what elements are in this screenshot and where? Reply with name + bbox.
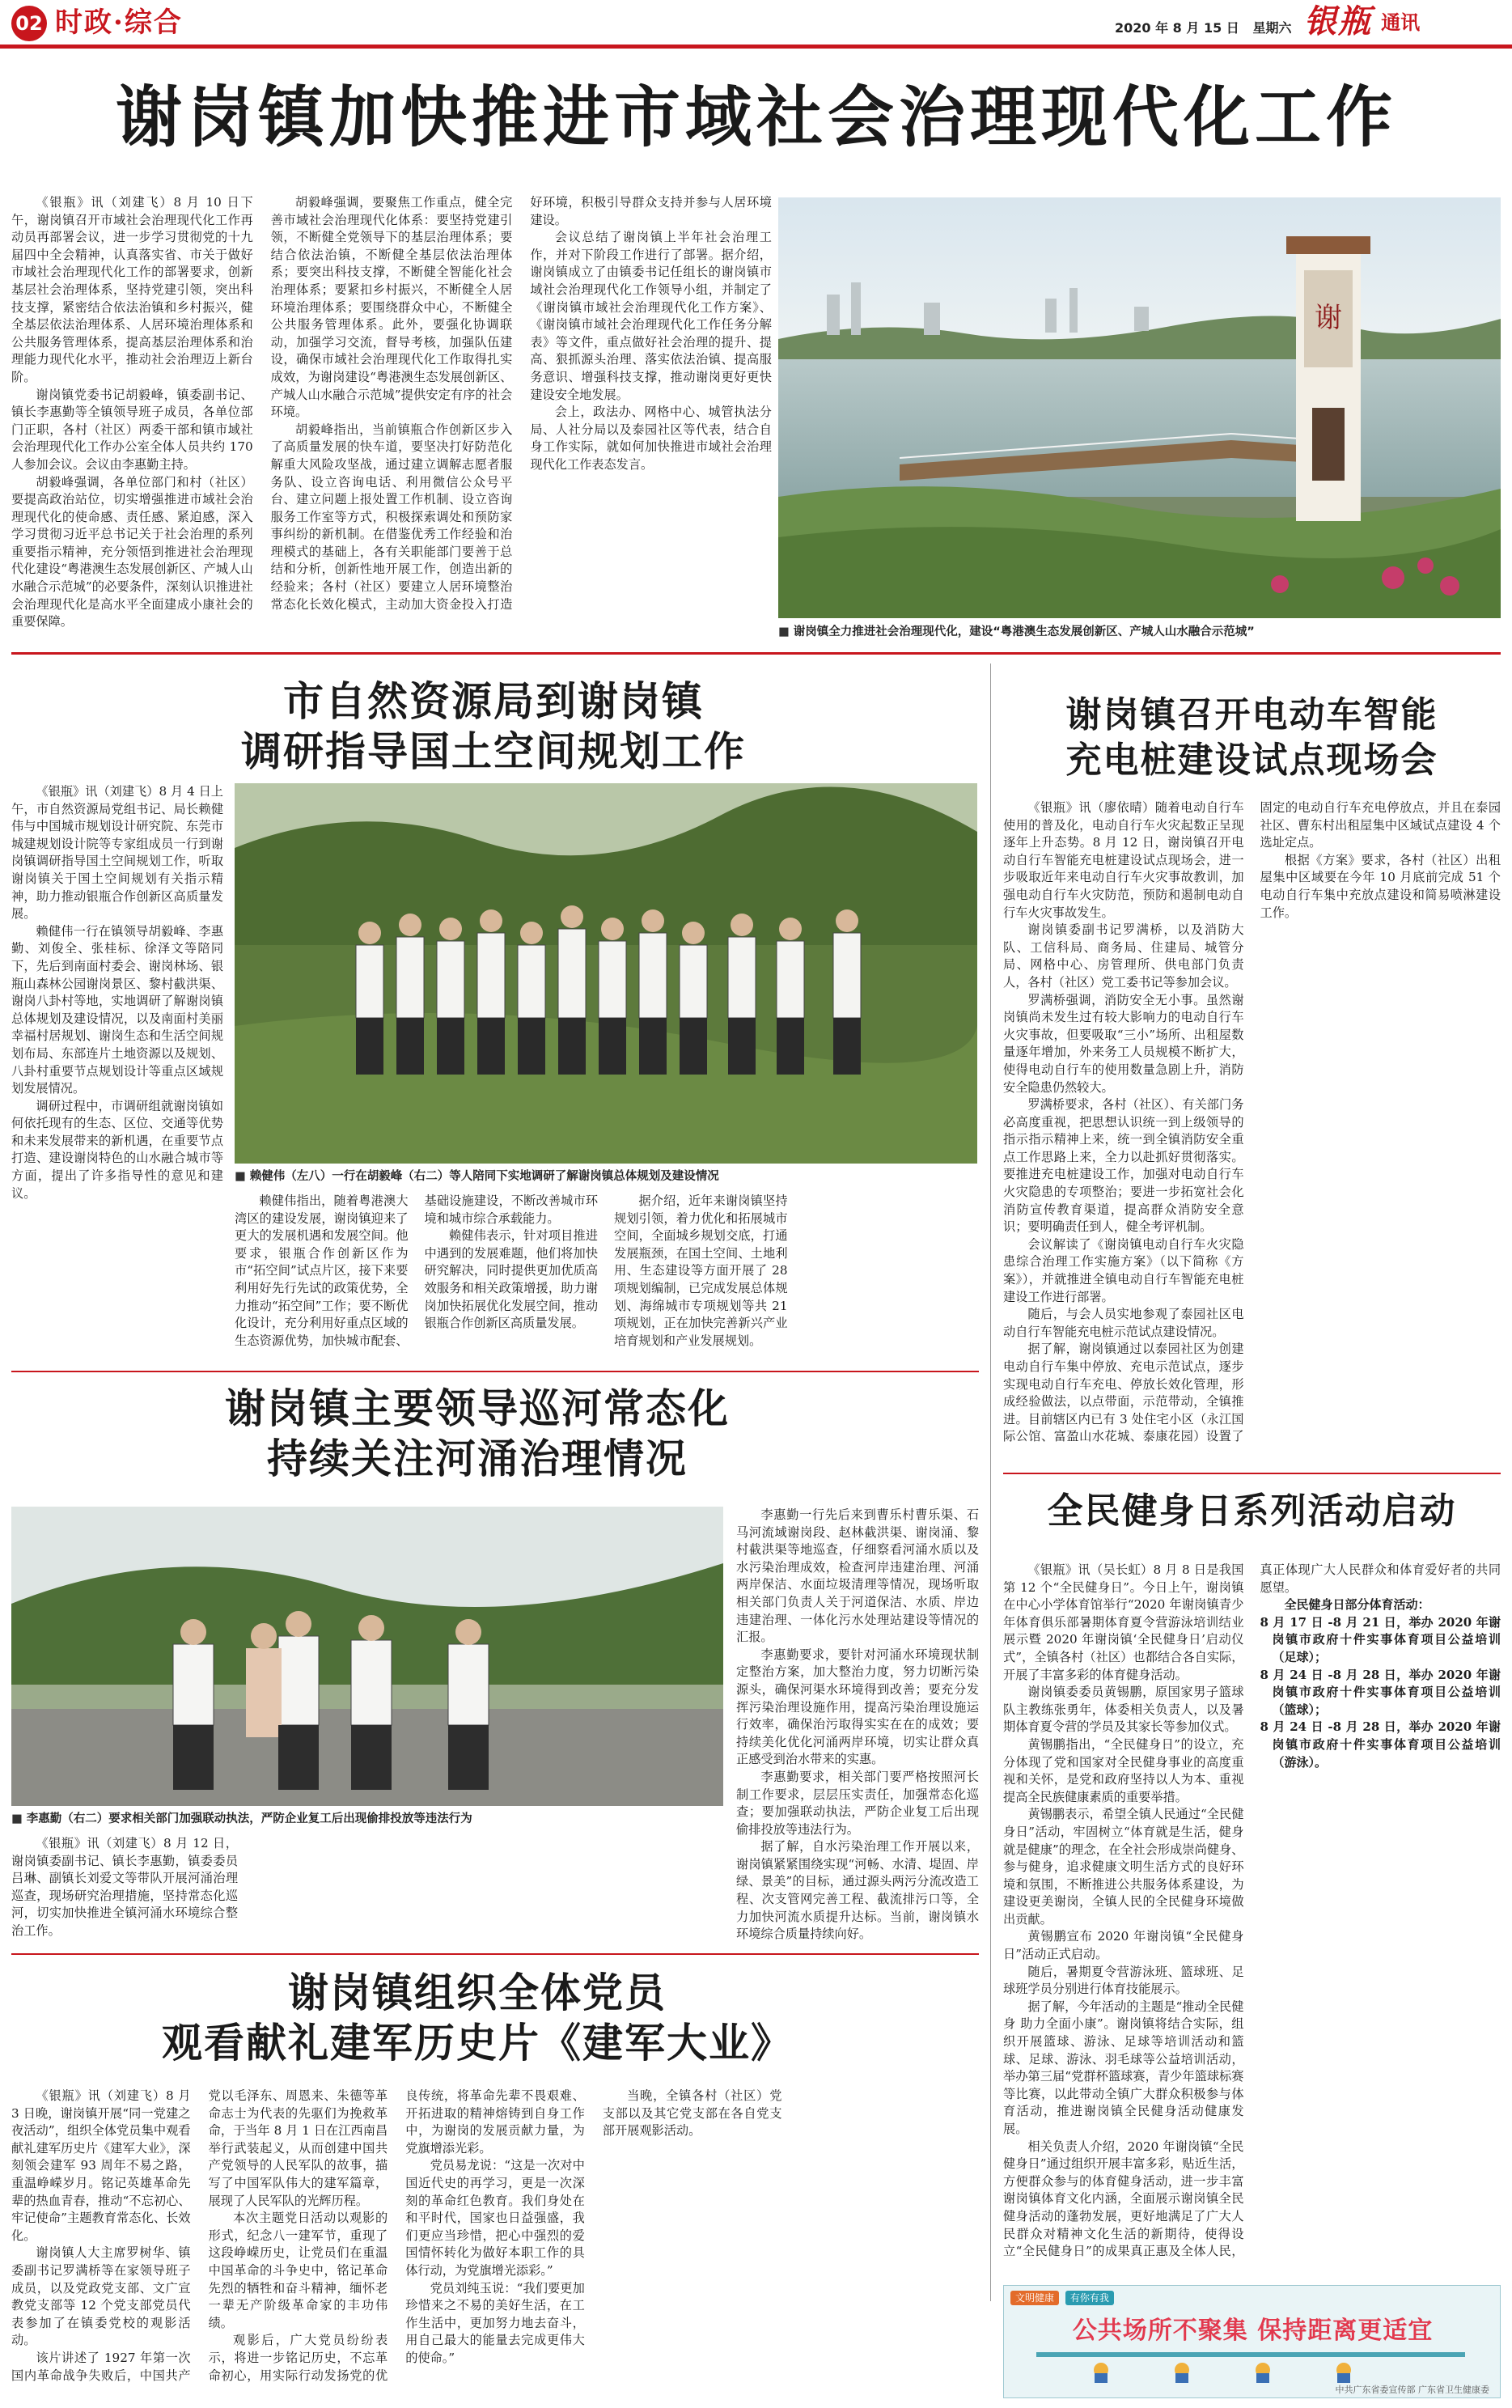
section-divider	[11, 1371, 979, 1372]
masthead-rule	[0, 45, 1512, 49]
paragraph: 根据《方案》要求，各村（社区）出租屋集中区域要在今年 10 月底前完成 51 个电动自行车集中充放点建设和简易喷淋建设工作。	[1260, 852, 1501, 920]
paragraph: 谢岗镇委委员黄锡鹏，原国家男子篮球队主教练张勇年，体委相关负责人，以及暑期体育夏令营的学员及其家长等参加仪式。	[1003, 1685, 1244, 1735]
date-text: 2020 年 8 月 15 日	[1115, 20, 1239, 36]
river-inspection-photo	[11, 1507, 723, 1806]
article2-headline	[121, 676, 866, 777]
article2-photo	[235, 783, 977, 1164]
paragraph: 会议总结了谢岗镇上半年社会治理工作，并对下阶段工作进行了部署。据介绍，谢岗镇成立了由镇委书记任组长的谢岗镇市域社会治理现代化工作领导小组，并制定了《谢岗镇市域社会治理现代化工作方案》、《谢岗镇市域社会治理现代化工作任务分解表》等文件，重点做好社会治理的提升、提高、狠抓源头治理、落实依法治镇、提高服务意识、增强科技支撑，推动谢岗更好更快建设安全地发展。	[530, 230, 772, 402]
schedule-title: 全民健身日部分体育活动：	[1284, 1597, 1430, 1613]
paragraph: 观影后，广大党员纷纷表示，将进一步铭记历史，不忘革命初心，用实际行动发扬党的优良传统，将革命先辈不畏艰难、开拓进取的精神熔铸到自身工作中，为谢岗的发展贡献力量，为党旗增添光彩。	[208, 2088, 585, 2383]
article6-headline-line2: 观看献礼建军历史片《建军大业》	[162, 2019, 793, 2067]
column-divider	[990, 663, 991, 2301]
schedule-item: 8 月 17 日 -8 月 21 日，举办 2020 年谢岗镇市政府十件实事体育项目公益培训（足球）；	[1260, 1614, 1501, 1664]
paragraph: 李惠勤一行先后来到曹乐村曹乐渠、石马河流域谢岗段、赵林截洪渠、谢岗涌、黎村截洪渠等地巡查，仔细察看河涌水质以及水污染治理成效，检查河岸违建治理、河涌两岸保洁、水面垃圾清理等情况，现场听取相关部门负责人关于河道保洁、水质、岸边违建治理、一体化污水处理站建设等情况的汇报。	[736, 1507, 979, 1645]
paragraph: 会上，政法办、网格中心、城管执法分局、人社分局以及泰园社区等代表，结合自身工作实际，就如何加快推进市域社会治理现代化工作表态发言。	[530, 405, 772, 472]
article5-photo	[11, 1507, 723, 1806]
paragraph: 赖健伟指出，随着粤港澳大湾区的建设发展，谢岗镇迎来了更大的发展机遇和发展空间。他要求，银瓶合作创新区作为市“拓空间”试点片区，接下来要利用好先行先试的政策优势，全力推动“拓空间”工作；要不断优化设计，充分利用好重点区域的生态资源优势，加快城市配套、基础设施建设，不断改善城市环境和城市综合承载能力。	[235, 1193, 598, 1348]
article2-headline-line2: 调研指导国土空间规划工作	[241, 727, 746, 775]
paragraph: 据了解，谢岗镇通过以泰园社区为创建电动自行车集中停放、充电示范试点，逐步实现电动自行车充电、停放长效化管理，形成经验做法，以点带面，示范带动，全镇推进。目前辖区内已有 3 处住宅小区（永江国际公馆、富盈山水花城、泰康花园）设置了固定的电动自行车充电停放点，并且在泰园社区、曹东村出租屋集中区域试点建设 4 个选址定点。	[1003, 800, 1501, 1444]
paragraph: 胡毅峰强调，要聚焦工作重点，健全完善市域社会治理现代化体系：要坚持党建引领，不断健全党领导下的基层治理体系；要结合依法治镇，不断健全基层依法治理体系；要突出科技支撑，不断健全智能化社会治理体系；要紧扣乡村振兴，不断健全人居环境治理体系；要围绕群众中心，不断健全公共服务管理体系。此外，要强化协调联动，加强学习交流，督导考核，加强队伍建设，确保市域社会治理现代化工作取得扎实成效，为谢岗建设“粤港澳生态发展创新区、产城人山水融合示范城”提供安定有序的社会环境。	[270, 195, 513, 420]
paragraph: 《银瓶》讯（刘建飞）8 月 12 日，谢岗镇委副书记、镇长李惠勤，镇委委员吕琳、副镇长刘爱文等带队开展河涌治理巡查，现场研究治理措施，坚持常态化巡河，切实加快推进全镇河涌水环境综合整治工作。	[11, 1836, 238, 1938]
paper-logo-sub: 通讯	[1381, 11, 1421, 34]
article6-body	[11, 2088, 979, 2397]
poster-tag: 文明健康	[1010, 2291, 1059, 2305]
paragraph: 会议解读了《谢岗镇电动自行车火灾隐患综合治理工作实施方案》（以下简称《方案》），并就推进全镇电动自行车智能充电桩建设工作进行部署。	[1003, 1236, 1244, 1304]
masthead	[0, 0, 1512, 49]
paragraph: 据了解，今年活动的主题是“推动全民健身 助力全面小康”。谢岗镇将结合实际，组织开展篮球、游泳、足球等培训活动和篮球、足球、游泳、羽毛球等公益培训活动，举办第三届“党群杯篮球赛，青少年篮球标赛等比赛，以此带动全镇广大群众积极参与体育活动，推进谢岗镇全民健身活动健康发展。	[1003, 1999, 1244, 2136]
lake-boardwalk-photo	[778, 197, 1501, 618]
paper-logo	[1304, 2, 1506, 42]
paragraph: 谢岗镇人大主席罗树华、镇委副书记罗满桥等在家领导班子成员，以及党政党支部、文广宣教党支部等 12 个党支部党员代表参加了在镇委党校的观影活动。	[11, 2245, 191, 2348]
article1-photo	[778, 197, 1501, 618]
poster-slogan: 公共场所不聚集 保持距离更适宜	[1072, 2317, 1434, 2345]
paragraph: 相关负责人介绍，2020 年谢岗镇“全民健身日”通过组织开展丰富多彩，贴近生活，方便群众参与的体育健身活动，进一步丰富谢岗镇体育文化内涵，全面展示谢岗镇全民健身活动的蓬勃发展，更好地满足了广大人民群众对精神文化生活的新期待，使得设立“全民健身日”的成果真正惠及全体人民，真正体现广大人民群众和体育爱好者的共同愿望。	[1003, 1562, 1501, 2259]
paragraph: 黄锡鹏宣布 2020 年谢岗镇“全民健身日”活动正式启动。	[1003, 1929, 1244, 1962]
article3-headline	[1003, 693, 1501, 783]
article6-headline	[89, 1968, 866, 2068]
health-poster	[1003, 2285, 1501, 2398]
article2-headline-line1: 市自然资源局到谢岗镇	[283, 677, 704, 725]
paragraph: 《银瓶》讯（廖依晴）随着电动自行车使用的普及化，电动自行车火灾起数正呈现逐年上升态势。8 月 12 日，谢岗镇召开电动自行车智能充电桩建设试点现场会，进一步吸取近年来电动自行车火灾事故教训，加强电动自行车火灾防范，预防和遏制电动自行车火灾事故发生。	[1003, 800, 1244, 920]
article4-body	[1003, 1562, 1501, 2274]
bus-stop-illustration	[1004, 2349, 1501, 2383]
paper-logo-name: 银瓶	[1304, 2, 1372, 40]
paragraph: 罗满桥要求，各村（社区）、有关部门务必高度重视，把思想认识统一到上级领导的指示指示精神上来，统一到全镇消防安全重点工作思路上来，全力以赴抓好贯彻落实。要推进充电桩建设工作，加强对电动自行车火灾隐患的专项整治；要进一步拓宽社会化消防宣传教育渠道，提高群众消防安全意识；要明确责任到人，健全考评机制。	[1003, 1097, 1244, 1235]
paragraph: 胡毅峰指出，当前镇瓶合作创新区步入了高质量发展的快车道，要坚决打好防范化解重大风险攻坚战，通过建立调解志愿者服务队、设立咨询电话、利用微信公众号平台、建立问题上报处置工作机制、设立咨询服务工作室等方式，积极探索调处和预防家事纠纷的新机制。在借鉴优秀工作经验和治理模式的基础上，各有关职能部门要善于总结和分析，创新性地开展工作，创造出新的经验来；各村（社区）要建立人居环境整治常态化长效化模式，主动加大资金投入打造好环境，积极引导群众支持并参与人居环境建设。	[270, 195, 772, 612]
paragraph: 《银瓶》讯（刘建飞）8 月 4 日上午，市自然资源局党组书记、局长赖健伟与中国城市规划设计研究院、东莞市城建规划设计院等专家组成员一行到谢岗镇调研指导国土空间规划工作，听取谢岗镇关于国土空间规划有关指示精神，助力推动银瓶合作创新区高质量发展。	[11, 784, 223, 922]
article5-headline-line1: 谢岗镇主要领导巡河常态化	[225, 1384, 730, 1432]
section-rule	[11, 652, 1501, 655]
paragraph: 谢岗镇党委书记胡毅峰，镇委副书记、镇长李惠勤等全镇领导班子成员，各单位部门正职，各村（社区）两委干部和镇市域社会治理现代化工作办公室全体人员共约 170 人参加会议。会议由李惠勤主持。	[11, 387, 253, 472]
article5-headline-line2: 持续关注河涌治理情况	[267, 1435, 688, 1482]
article5-photo-caption: ■ 李惠勤（右二）要求相关部门加强联动执法，严防企业复工后出现偷排投放等违法行为	[11, 1811, 723, 1827]
paragraph: 据了解，自水污染治理工作开展以来，谢岗镇紧紧围绕实现“河畅、水清、堤固、岸绿、景美”的目标，通过源头两污分流改造工程、次支管网完善工程、截流排污口等，全力加快河流水质提升达标。当前，谢岗镇水环境综合质量持续向好。	[736, 1839, 979, 1942]
forest-inspection-photo	[235, 783, 977, 1164]
paragraph: 谢岗镇委副书记罗满桥，以及消防大队、工信科局、商务局、住建局、城管分局、网格中心、房管理所、供电部门负责人，各村（社区）党工委书记等参加会议。	[1003, 922, 1244, 990]
paragraph: 赖健伟表示，针对项目推进中遇到的发展难题，他们将加快研究解决，同时提供更加优质高效服务和相关政策增援，助力谢岗加快拓展优化发展空间，推动银瓶合作创新区高质量发展。	[424, 1228, 598, 1331]
paragraph: 李惠勤要求，要针对河涌水环境现状制定整治方案，加大整治力度，努力切断污染源头，确保河渠水环境得到改善；要充分发挥污染治理设施作用，提高污染治理设施运行效率，确保治污取得实实在在的成效；要持续美化优化河涌两岸环境，切实让群众真正感受到治水带来的实惠。	[736, 1647, 979, 1767]
paragraph: 党员刘纯玉说：“我们要更加珍惜来之不易的美好生活，在工作生活中，更加努力地去奋斗，用自己最大的能量去完成更伟大的使命。”	[405, 2280, 585, 2365]
paragraph: 该片讲述了 1927 年第一次国内革命战争失败后，中国共产党以毛泽东、周恩来、朱德等革命志士为代表的先驱们为挽救革命，于当年 8 月 1 日在江西南昌举行武装起义，从而创建中国共产党领导的人民军队的故事，描写了中国军队伟大的建军篇章，展现了人民军队的光辉历程。	[11, 2088, 388, 2383]
article1-photo-caption: ■ 谢岗镇全力推进社会治理现代化，建设“粤港澳生态发展创新区、产城人山水融合示范城”	[778, 624, 1501, 640]
article4-headline: 全民健身日系列活动启动	[1047, 1490, 1457, 1532]
paragraph: 《银瓶》讯（刘建飞）8 月 3 日晚，谢岗镇开展“同一党建之夜活动”，组织全体党员集中观看献礼建军历史片《建军大业》，深刻领会建军 93 周年不易之路，重温峥嵘岁月。铭记英雄革命先辈的热血青春，推动“不忘初心、牢记使命”主题教育常态化、长效化。	[11, 2088, 191, 2243]
article5-headline	[113, 1384, 841, 1484]
paragraph: 李惠勤要求，相关部门要严格按照河长制工作要求，层层压实责任，加强常态化巡查；要加强联动执法，严防企业复工后出现偷排投放等违法行为。	[736, 1769, 979, 1837]
page-number-badge: 02	[11, 6, 47, 41]
activity-schedule	[1260, 1596, 1501, 1771]
paragraph: 据介绍，近年来谢岗镇坚持规划引领，着力优化和拓展城市空间，全面城乡规划交底，打通发展瓶颈，在国土空间、土地利用、生态建设等方面开展了 28 项规划编制，已完成发展总体规划、海绵城市专项规划等共 21 项规划，正在加快完善新兴产业培育规划和产业发展规划。	[614, 1193, 788, 1348]
article3-body	[1003, 799, 1501, 1461]
paragraph: 《银瓶》讯（吴长虹）8 月 8 日是我国第 12 个“全民健身日”。今日上午，谢岗镇在中心小学体育馆举行“2020 年谢岗镇青少年体育俱乐部暑期体育夏令营游泳培训结业展示暨 2020 年谢岗镇‘全民健身日’启动仪式”，全镇各村（社区）也都结合各自实际，开展了丰富多彩的体育健身活动。	[1003, 1562, 1244, 1682]
paragraph: 《银瓶》讯（刘建飞）8 月 10 日下午，谢岗镇召开市域社会治理现代化工作再动员再部署会议，进一步学习贯彻党的十九届四中全会精神，认真落实省、市关于做好市域社会治理现代化工作的部署要求，创新基层社会治理体系，坚持党建引领，突出科技支撑，紧密结合依法治镇和乡村振兴，健全基层依法治理体系、人居环境治理体系和公共服务管理体系，提高基层治理体系和治理能力现代化水平，推动社会治理迈上新台阶。	[11, 195, 253, 384]
article6-headline-line1: 谢岗镇组织全体党员	[288, 1969, 667, 2016]
paragraph: 黄锡鹏指出，“全民健身日”的设立，充分体现了党和国家对全民健身事业的高度重视和关怀，是党和政府坚持以人为本、重视提高全民族健康素质的重要举措。	[1003, 1736, 1244, 1804]
issue-date	[1115, 18, 1292, 36]
poster-tag: 有你有我	[1065, 2291, 1114, 2305]
paragraph: 调研过程中，市调研组就谢岗镇如何依托现有的生态、区位、交通等优势和未来发展带来的新机遇，在重要节点打造、建设谢岗特色的山水融合城市等方面，提出了许多指导性的意见和建议。	[11, 1098, 223, 1201]
paragraph: 赖健伟一行在镇领导胡毅峰、李惠勤、刘俊全、张桂标、徐泽文等陪同下，先后到南面村委会、谢岗林场、银瓶山森林公园谢岗景区、黎村截洪渠、谢岗八卦村等地，实地调研了解谢岗镇总体规划及建设情况，以及南面村美丽幸福村居规划、谢岗生态和生活空间规划布局、东部连片土地资源以及规划、八卦村重要节点规划设计等重点区域规划发展情况。	[11, 923, 223, 1096]
paragraph: 罗满桥强调，消防安全无小事。虽然谢岗镇尚未发生过有较大影响力的电动自行车火灾事故，但要吸取“三小”场所、出租屋数量逐年增加，外来务工人员规模不断扩大，使得电动自行车的使用数量急剧上升，消防安全隐患仍然较大。	[1003, 992, 1244, 1095]
paragraph: 胡毅峰强调，各单位部门和村（社区）要提高政治站位，切实增强推进市域社会治理现代化的使命感、责任感、紧迫感，深入学习贯彻习近平总书记关于社会治理的系列重要指示精神，充分领悟到推进社会治理现代化建设“粤港澳生态发展创新区、产城人山水融合示范城”的必要条件，深刻认识推进社会治理现代化是高水平全面建成小康社会的重要保障。	[11, 474, 253, 630]
paragraph: 当晚，全镇各村（社区）党支部以及其它党支部在各自党支部开展观影活动。	[602, 2088, 782, 2139]
paragraph: 本次主题党日活动以观影的形式，纪念八一建军节，重现了这段峥嵘历史，让党员们在重温中国革命的斗争史中，铭记革命先烈的牺牲和奋斗精神，缅怀老一辈无产阶级革命家的丰功伟绩。	[208, 2211, 388, 2330]
article2-photo-caption: ■ 赖健伟（左八）一行在胡毅峰（右二）等人陪同下实地调研了解谢岗镇总体规划及建设情况	[235, 1168, 977, 1185]
article3-headline-line1: 谢岗镇召开电动车智能	[1065, 694, 1438, 736]
poster-footer: 中共广东省委宣传部 广东省卫生健康委	[1335, 2385, 1489, 2395]
article1-headline: 谢岗镇加快推进市域社会治理现代化工作	[115, 78, 1397, 156]
article5-body-main	[11, 1835, 723, 1944]
article5-body-side	[736, 1507, 979, 1944]
poster-tags	[1010, 2291, 1114, 2304]
article-divider	[1003, 1473, 1501, 1474]
article3-headline-line2: 充电桩建设试点现场会	[1065, 740, 1438, 781]
paragraph: 随后，与会人员实地参观了泰园社区电动自行车智能充电桩示范试点建设情况。	[1003, 1307, 1244, 1339]
article2-body-a	[11, 783, 223, 1356]
article2-body-b	[235, 1193, 977, 1356]
section-divider	[11, 1953, 979, 1955]
weekday-text: 星期六	[1252, 20, 1292, 36]
schedule-item: 8 月 24 日 -8 月 28 日，举办 2020 年谢岗镇市政府十件实事体育项目公益培训（游泳）。	[1260, 1719, 1501, 1770]
paragraph: 黄锡鹏表示，希望全镇人民通过“全民健身日”活动，牢固树立“体育就是生活，健身就是健康”的理念，在全社会形成崇尚健身、参与健身，追求健康文明生活方式的良好环境和氛围，不断推进公共服务体系建设，为建设更美谢岗，全镇人民的全民健身环境做出贡献。	[1003, 1807, 1244, 1927]
section-title: 时政·综合	[55, 6, 183, 39]
paragraph: 随后，暑期夏令营游泳班、篮球班、足球班学员分别进行体育技能展示。	[1003, 1964, 1244, 1997]
svg-text:谢: 谢	[1315, 302, 1342, 334]
schedule-item: 8 月 24 日 -8 月 28 日，举办 2020 年谢岗镇市政府十件实事体育项目公益培训（篮球）；	[1260, 1667, 1501, 1717]
paragraph: 党员易龙说：“这是一次对中国近代史的再学习，更是一次深刻的革命红色教育。我们身处在和平时代，国家也日益强盛，我们更应当珍惜，把心中强烈的爱国情怀转化为做好本职工作的具体行动，为党旗增光添彩。”	[405, 2158, 585, 2278]
article1-body	[11, 194, 772, 644]
